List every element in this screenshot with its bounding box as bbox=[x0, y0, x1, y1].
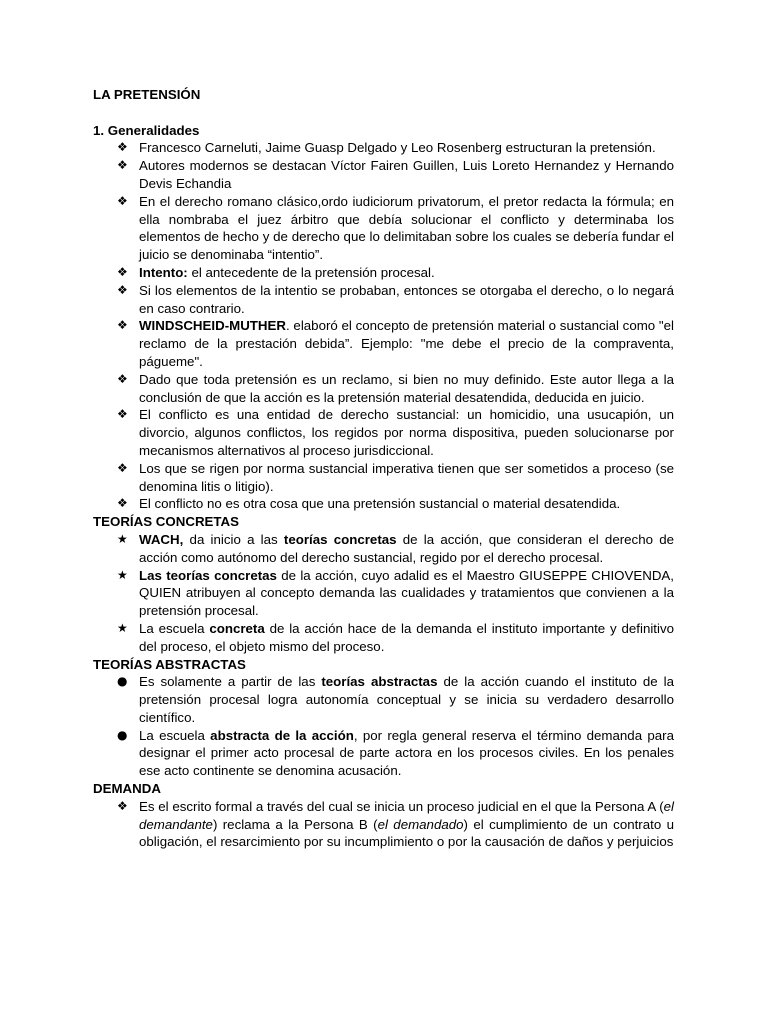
text-run: Las teorías concretas bbox=[139, 567, 277, 583]
dot-bullet-icon: ● bbox=[117, 727, 128, 742]
text-run: Dado que toda pretensión es un reclamo, si bien no muy definido. Este autor llega a la conclusión de que la acción es la pretensión material desatendida, deducida en juicio. bbox=[139, 371, 674, 405]
star-bullet-icon: ★ bbox=[117, 620, 128, 635]
diamond-bullet-icon: ❖ bbox=[117, 371, 128, 386]
text-run: Intento: bbox=[139, 264, 188, 280]
text-run: WINDSCHEID-MUTHER bbox=[139, 318, 286, 334]
diamond-bullet-icon: ❖ bbox=[117, 460, 128, 475]
text-run: teorías concretas bbox=[283, 531, 397, 547]
text-run: Es el escrito formal a través del cual se inicia un proceso judicial en el que la Persona A ( bbox=[139, 798, 664, 814]
document-page bbox=[93, 86, 674, 851]
text-run: el demandante bbox=[139, 798, 674, 832]
diamond-bullet-icon: ❖ bbox=[117, 496, 128, 511]
list-item bbox=[93, 798, 674, 851]
text-run: . elaboró el concepto de pretensión material o sustancial como "el reclamo de la prestación debida”. Ejemplo: "me debe el precio de la compraventa, págueme". bbox=[139, 318, 674, 369]
list-item bbox=[93, 157, 674, 193]
star-bullet-icon: ★ bbox=[117, 567, 128, 582]
blank-line bbox=[93, 104, 674, 122]
list-item bbox=[93, 264, 674, 282]
list-item bbox=[93, 460, 674, 496]
text-run: El conflicto es una entidad de derecho sustancial: un homicidio, una usucapión, un divorcio, algunos conflictos, los regidos por norma dispositiva, pueden solucionarse por mecanismos alternativos al proceso jurisdiccional. bbox=[139, 407, 674, 458]
text-run: Autores modernos se destacan Víctor Fairen Guillen, Luis Loreto Hernandez y Hernando Devis Echandia bbox=[139, 158, 674, 191]
dot-bullet-icon: ● bbox=[117, 674, 128, 689]
list-item bbox=[93, 727, 674, 780]
list-item bbox=[93, 317, 674, 370]
list-item bbox=[93, 673, 674, 726]
text-run: Si los elementos de la intentio se probaban, entonces se otorgaba el derecho, o lo negará en caso contrario. bbox=[139, 282, 674, 316]
diamond-bullet-icon: ❖ bbox=[117, 193, 128, 208]
text-run: La escuela bbox=[139, 620, 210, 636]
text-run: de la acción, que consideran el derecho de acción como autónomo del derecho sustancial, regido por el derecho procesal. bbox=[139, 531, 674, 565]
bullet-list bbox=[93, 673, 674, 780]
diamond-bullet-icon: ❖ bbox=[117, 798, 128, 813]
text-run: teorías abstractas bbox=[321, 674, 438, 690]
document-title: LA PRETENSIÓN bbox=[93, 87, 201, 102]
list-item bbox=[93, 620, 674, 656]
text-run: ) el cumplimiento de un contrato u obligación, el resarcimiento por su incumplimiento o por la causación de daños y perjuicios bbox=[139, 816, 675, 850]
text-run: el demandado bbox=[377, 816, 464, 832]
text-run: En el derecho romano clásico,ordo iudiciorum privatorum, el pretor redacta la fórmula; en ella nombraba el juez árbitro que debía solucionar el conflicto y determinaba los elementos de hecho y de derecho que lo delimitaban sobre los cuales se debería fundar el juicio se denominaba “intentio”. bbox=[139, 193, 674, 263]
text-run: de la acción, cuyo adalid es el Maestro GIUSEPPE CHIOVENDA, QUIEN atribuyen al concepto demanda las cualidades y tratamientos que convienen a la pretensión procesal. bbox=[139, 567, 674, 619]
diamond-bullet-icon: ❖ bbox=[117, 140, 128, 155]
section-heading: TEORÍAS ABSTRACTAS bbox=[93, 656, 246, 672]
text-run: La escuela bbox=[139, 727, 211, 743]
diamond-bullet-icon: ❖ bbox=[117, 282, 128, 297]
section-heading: 1. Generalidades bbox=[93, 122, 200, 138]
text-run: Francesco Carneluti, Jaime Guasp Delgado y Leo Rosenberg estructuran la pretensión. bbox=[139, 140, 656, 156]
list-item bbox=[93, 282, 674, 318]
list-item bbox=[93, 139, 674, 157]
list-item bbox=[93, 193, 674, 264]
list-item bbox=[93, 495, 674, 513]
star-bullet-icon: ★ bbox=[117, 531, 128, 546]
list-item bbox=[93, 531, 674, 567]
text-run: abstracta de la acción bbox=[210, 727, 354, 743]
list-item bbox=[93, 406, 674, 459]
text-run: Los que se rigen por norma sustancial imperativa tienen que ser sometidos a proceso (se denomina litis o litigio). bbox=[139, 460, 674, 494]
text-run: WACH, bbox=[139, 531, 184, 547]
text-run: el antecedente de la pretensión procesal. bbox=[187, 264, 435, 280]
diamond-bullet-icon: ❖ bbox=[117, 318, 128, 333]
text-run: de la acción hace de la demanda el instituto importante y definitivo del proceso, el objeto mismo del proceso. bbox=[139, 620, 674, 654]
bullet-list bbox=[93, 798, 674, 851]
bullet-list bbox=[93, 139, 674, 513]
bullet-list bbox=[93, 531, 674, 656]
section-heading: DEMANDA bbox=[93, 781, 161, 797]
text-run: concreta bbox=[209, 620, 265, 636]
text-run: ) reclama a la Persona B ( bbox=[212, 816, 378, 832]
document-body bbox=[93, 122, 674, 852]
text-run: El conflicto no es otra cosa que una pretensión sustancial o material desatendida. bbox=[139, 496, 621, 512]
diamond-bullet-icon: ❖ bbox=[117, 158, 128, 173]
list-item bbox=[93, 371, 674, 407]
diamond-bullet-icon: ❖ bbox=[117, 264, 128, 279]
text-run: , por regla general reserva el término demanda para designar el primer acto procesal de parte actora en los procesos civiles. En los penales ese acto continente se denomina acusación. bbox=[139, 727, 674, 779]
list-item bbox=[93, 567, 674, 620]
text-run: da inicio a las bbox=[183, 531, 284, 547]
diamond-bullet-icon: ❖ bbox=[117, 407, 128, 422]
text-run: de la acción cuando el instituto de la pretensión procesal logra autonomía conceptual y se inicia su verdadero desarrollo científico. bbox=[139, 674, 674, 725]
text-run: Es solamente a partir de las bbox=[139, 674, 322, 690]
section-heading: TEORÍAS CONCRETAS bbox=[93, 514, 240, 530]
